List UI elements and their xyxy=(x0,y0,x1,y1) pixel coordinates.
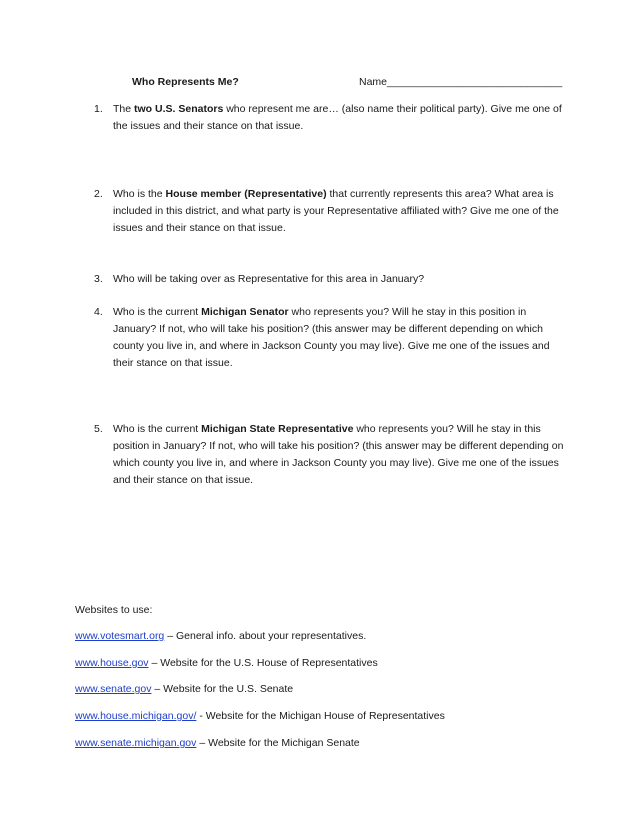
page-title: Who Represents Me? xyxy=(132,76,239,88)
question-text-pre: Who will be taking over as Representative for this area in January? xyxy=(113,273,425,285)
website-item xyxy=(75,710,445,722)
website-separator: – xyxy=(196,737,209,749)
question-text-bold: Michigan Senator xyxy=(201,306,289,318)
question-number: 1. xyxy=(94,103,103,115)
question-text-post: that currently represents this area? What area is included in this district, and what party is your Representative affiliated with? Give me one of the issues and their stance on that issue. xyxy=(113,188,559,234)
question-text-pre: Who is the xyxy=(113,188,166,200)
websites-heading: Websites to use: xyxy=(75,604,153,616)
question-1 xyxy=(94,101,566,135)
question-text-post: who represents you? Will he stay in this position in January? If not, who will take his position? (this answer may be different depending on which county you live in, and where in Jackson County you may live). Give me one of the issues and their stance on that issue. xyxy=(113,423,564,486)
website-item xyxy=(75,657,378,669)
question-3 xyxy=(94,271,566,288)
question-text-post: who represents you? Will he stay in this position in January? If not, who will take his position? (this answer may be different depending on which county you live in, and where in Jackson County you may live). Give me one of the issues and their stance on that issue. xyxy=(113,306,550,369)
question-5 xyxy=(94,421,566,489)
website-link[interactable]: www.senate.gov xyxy=(75,683,152,695)
website-description: Website for the Michigan Senate xyxy=(208,737,360,749)
website-item xyxy=(75,683,293,695)
website-separator: – xyxy=(148,657,161,669)
website-link[interactable]: www.votesmart.org xyxy=(75,630,165,642)
question-text-bold: House member (Representative) xyxy=(165,188,327,200)
question-4 xyxy=(94,304,566,372)
website-item xyxy=(75,630,366,642)
website-description: Website for the Michigan House of Representatives xyxy=(205,710,445,722)
question-text-post: who represent me are… (also name their political party). Give me one of the issues and their stance on that issue. xyxy=(113,103,562,132)
name-field[interactable] xyxy=(359,76,562,88)
question-text-pre: Who is the current xyxy=(113,423,202,435)
question-text-pre: The xyxy=(113,103,135,115)
question-number: 3. xyxy=(94,273,103,285)
website-link[interactable]: www.house.gov xyxy=(75,657,149,669)
website-description: Website for the U.S. Senate xyxy=(163,683,294,695)
website-separator: – xyxy=(164,630,176,642)
worksheet-header xyxy=(132,76,568,90)
website-separator: - xyxy=(196,710,206,722)
website-separator: – xyxy=(151,683,164,695)
question-2 xyxy=(94,186,566,237)
name-blank-line: ______________________________ xyxy=(387,76,563,88)
question-number: 2. xyxy=(94,188,103,200)
question-text-bold: two U.S. Senators xyxy=(134,103,224,115)
question-number: 5. xyxy=(94,423,103,435)
question-number: 4. xyxy=(94,306,103,318)
website-link[interactable]: www.senate.michigan.gov xyxy=(75,737,197,749)
question-text-pre: Who is the current xyxy=(113,306,202,318)
website-item xyxy=(75,737,360,749)
website-link[interactable]: www.house.michigan.gov/ xyxy=(75,710,197,722)
website-description: General info. about your representatives. xyxy=(175,630,367,642)
question-text-bold: Michigan State Representative xyxy=(201,423,354,435)
website-description: Website for the U.S. House of Representatives xyxy=(160,657,378,669)
name-label: Name xyxy=(359,76,388,88)
